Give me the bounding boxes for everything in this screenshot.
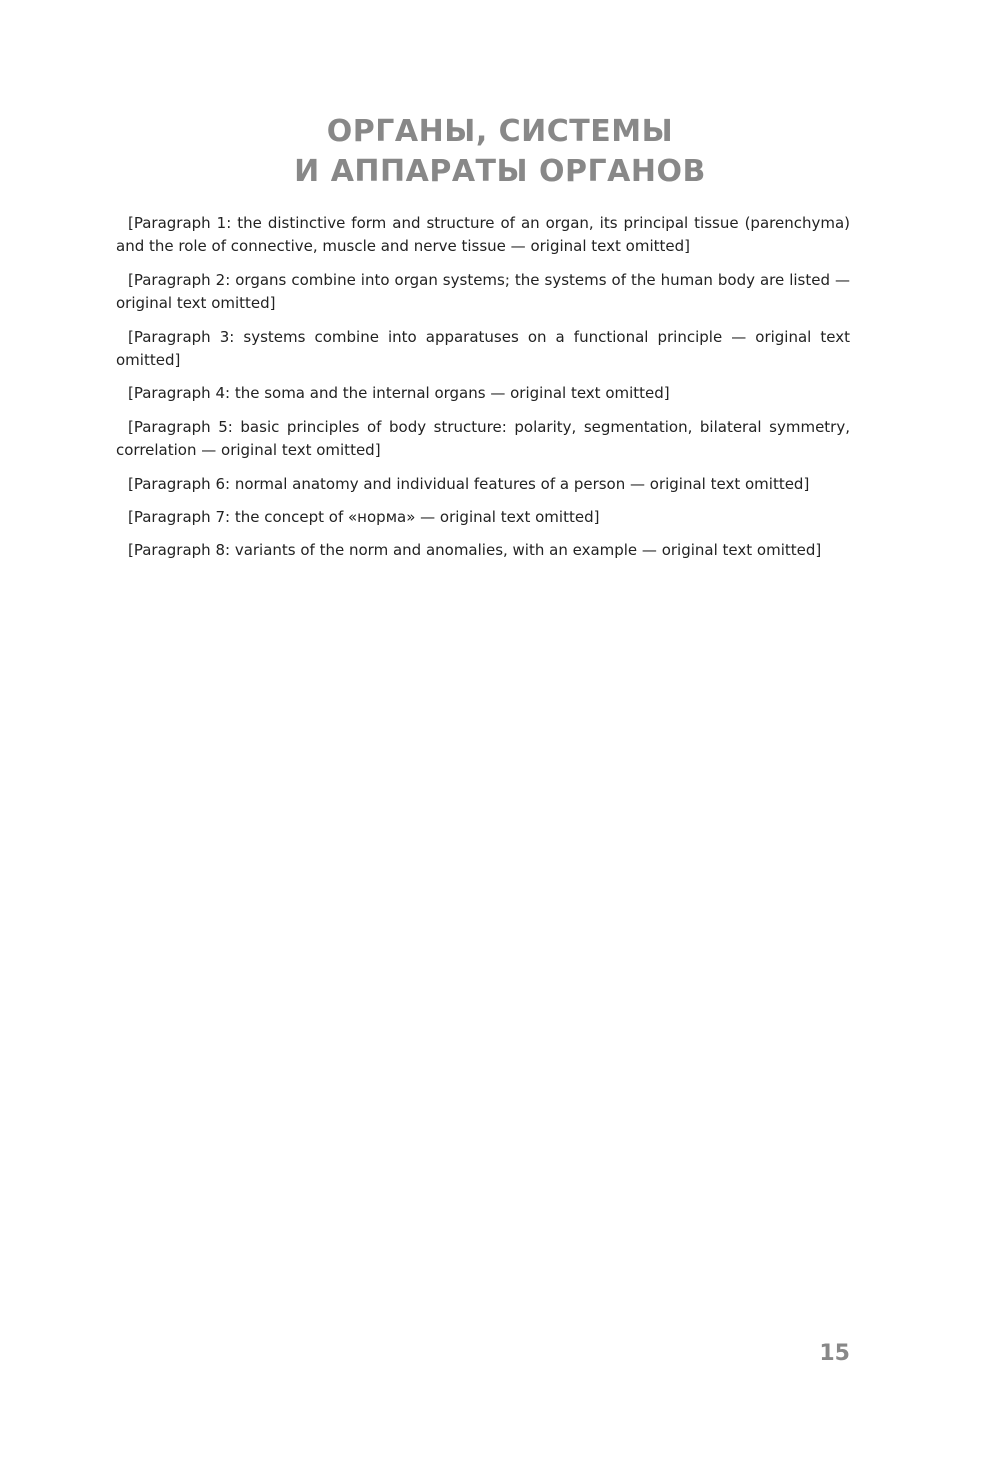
paragraph: [Paragraph 5: basic principles of body structure: polarity, segmentation, bilateral symmetry, correlation — original text omitted]: [116, 417, 850, 460]
body-text: [116, 212, 850, 573]
page-title: [150, 112, 850, 192]
paragraph: [Paragraph 4: the soma and the internal organs — original text omitted]: [128, 384, 670, 403]
page-title-line-1: ОРГАНЫ, СИСТЕМЫ: [326, 114, 674, 149]
page-title-line-2: И АППАРАТЫ ОРГАНОВ: [294, 154, 706, 189]
paragraph: [Paragraph 1: the distinctive form and structure of an organ, its principal tissue (parenchyma) and the role of connective, muscle and nerve tissue — original text omitted]: [116, 214, 850, 256]
paragraph: [Paragraph 8: variants of the norm and anomalies, with an example — original text omitted]: [128, 541, 822, 560]
paragraph: [Paragraph 7: the concept of «норма» — original text omitted]: [128, 508, 600, 527]
paragraph: [Paragraph 2: organs combine into organ systems; the systems of the human body are listed — original text omitted]: [116, 270, 850, 313]
paragraph: [Paragraph 6: normal anatomy and individual features of a person — original text omitted]: [128, 474, 810, 493]
page-number: 15: [819, 1341, 850, 1366]
paragraph: [Paragraph 3: systems combine into apparatuses on a functional principle — original text omitted]: [116, 327, 850, 370]
